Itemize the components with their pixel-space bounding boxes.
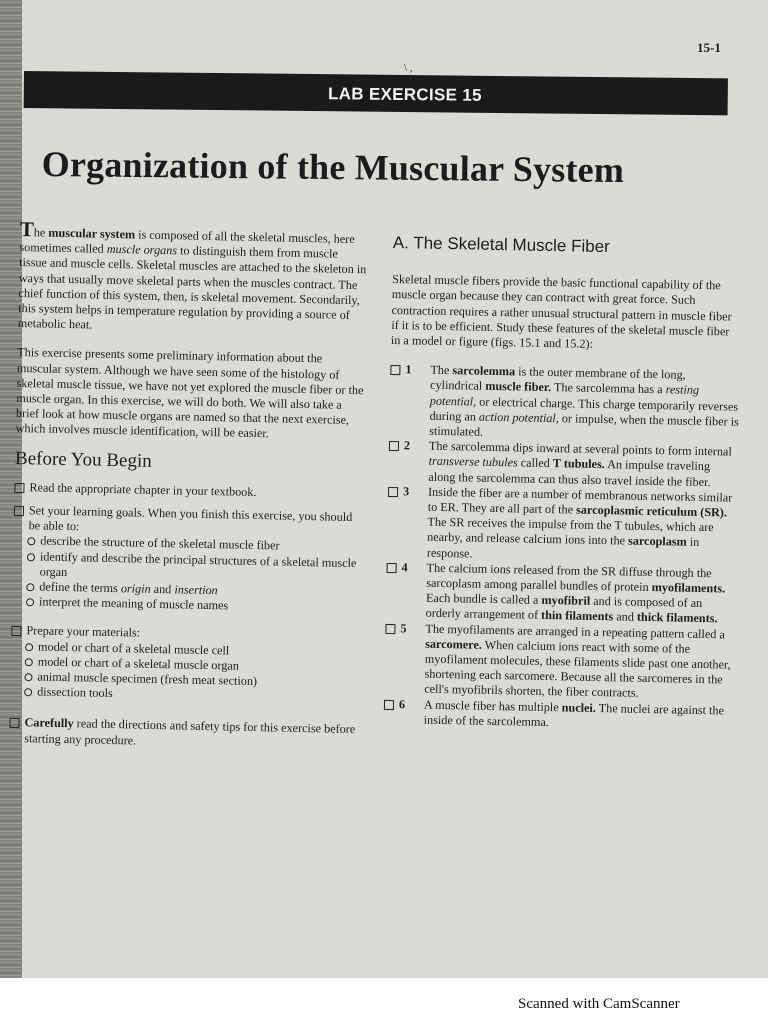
feature-item-5 <box>384 621 735 704</box>
item-text <box>424 697 735 733</box>
item-text-run: The nuclei are against the inside of the sarcolemma. <box>423 700 725 729</box>
banner-label: LAB EXERCISE 15 <box>327 84 482 105</box>
material-item: model or chart of a skeletal muscle organ <box>25 654 359 676</box>
before-you-begin-heading: Before You Begin <box>14 447 152 472</box>
item-marker <box>388 438 429 484</box>
checklist-item[interactable] <box>9 715 358 753</box>
item-text-run: When calcium ions react with some of the myofilament molecules, these filaments slide past one another, shortening each sarcomere. Because all the sarcomeres in the cell's myofibrils shorten, the fiber contracts. <box>424 637 731 701</box>
item-text-run: thin filaments <box>540 608 614 624</box>
intro-text: he <box>33 225 49 240</box>
item-text-run: muscle fiber. <box>485 379 552 395</box>
checkbox-icon[interactable] <box>387 563 397 573</box>
item-text-run: resting potential, <box>429 382 700 409</box>
item-text-run: myofilaments. <box>651 580 726 596</box>
feature-item-2 <box>388 438 739 490</box>
item-marker <box>384 697 425 728</box>
material-item: model or chart of a skeletal muscle cell <box>25 639 359 661</box>
item-text-run: and is composed of an orderly arrangement of <box>425 594 703 623</box>
item-text-run: Each bundle is called a <box>425 590 542 608</box>
intro-text: is composed of all the skeletal muscles, here sometimes called <box>19 227 355 257</box>
intro-em-term: muscle organs <box>106 242 178 258</box>
item-text-run: Inside the fiber are a number of membranous networks similar to ER. They are all part of the <box>427 484 733 517</box>
materials-list <box>24 639 359 707</box>
item-text-run: sarcoplasmic reticulum (SR). <box>575 502 728 520</box>
item-text <box>427 485 738 567</box>
item-number: 3 <box>402 484 410 499</box>
item-text-run: in response. <box>426 535 700 561</box>
checkbox-icon[interactable] <box>388 487 398 497</box>
checkbox-icon[interactable] <box>9 718 19 728</box>
item-marker <box>384 621 425 698</box>
item-text-run: transverse tubules <box>428 454 518 470</box>
item-number: 5 <box>400 620 407 636</box>
goal-text: and <box>150 581 175 597</box>
right-column <box>384 235 743 734</box>
item-text-run: An impulse traveling along the sarcolemma can thus also travel inside the fiber. <box>428 457 711 489</box>
item-text <box>424 621 735 703</box>
material-item: dissection tools <box>24 684 358 706</box>
item-text-run: The calcium ions released from the SR diffuse through the sarcoplasm among parallel bundles of protein <box>426 560 712 595</box>
checkbox-icon[interactable] <box>11 626 21 636</box>
item-number: 6 <box>398 696 406 712</box>
item-text-run: and <box>613 609 638 625</box>
intro-bold-term: muscular system <box>48 225 136 242</box>
checkbox-icon[interactable] <box>390 365 400 375</box>
item-text <box>428 439 739 491</box>
checklist-text: Read the appropriate chapter in your textbook. <box>29 480 257 499</box>
item-text-run: The myofilaments are arranged in a repeating pattern called a <box>425 621 726 642</box>
goal-item: describe the structure of the skeletal muscle fiber <box>27 534 361 556</box>
checklist-text: Set your learning goals. When you finish this exercise, you should be able to: <box>28 503 353 534</box>
item-number: 1 <box>405 362 412 377</box>
intro-paragraph <box>17 217 368 339</box>
page-title: Organization of the Muscular System <box>41 143 625 191</box>
overview-paragraph: This exercise presents some preliminary information about the muscular system. Although we have seen some of the histology of skeletal muscle tissue, we have not yet explored the muscle fiber or the muscle organ. In this exercise, we will do both. We will also take a brief look at how muscle organs are named so that the next exercise, which involves muscle identification, will be easier. <box>15 345 364 441</box>
item-text-run: or impulse, when the muscle fiber is stimulated. <box>429 411 740 439</box>
scanner-watermark: Scanned with CamScanner <box>518 996 680 1012</box>
item-text-run: action potential, <box>478 409 559 426</box>
lab-exercise-banner <box>24 71 728 115</box>
checklist-item[interactable] <box>14 480 362 502</box>
item-number: 4 <box>401 560 408 575</box>
goal-item: identify and describe the principal structures of a skeletal muscle organ <box>27 549 362 586</box>
checkbox-icon[interactable] <box>385 624 395 634</box>
item-text <box>426 561 737 628</box>
material-item: animal muscle specimen (fresh meat section) <box>24 669 358 691</box>
item-marker <box>387 484 428 561</box>
checkbox-icon[interactable] <box>14 483 24 493</box>
item-text-run: The <box>430 362 453 378</box>
feature-item-4 <box>386 560 737 628</box>
item-text <box>429 363 740 445</box>
item-text-run: sarcomere. <box>425 636 483 652</box>
item-text-run: The sarcolemma dips inward at several points to form internal <box>428 438 732 459</box>
feature-item-1 <box>389 362 740 445</box>
checklist-text: Prepare your materials: <box>26 623 141 641</box>
drop-cap: T <box>19 217 35 242</box>
item-marker <box>389 362 430 439</box>
item-text-run: A muscle fiber has multiple <box>423 697 562 715</box>
item-number: 2 <box>403 438 411 453</box>
section-intro: Skeletal muscle fibers provide the basic functional capability of the muscle organ because they can contract with great force. Such contraction requires a rather unusual structural pattern in muscle fiber if it is to be efficient. Study these features of the skeletal muscle fiber in a model or figure (figs. 15.1 and 15.2): <box>390 272 732 351</box>
item-text-run: sarcolemma <box>452 363 516 379</box>
item-text-run: is the outer membrane of the long, cylindrical <box>429 364 686 394</box>
feature-item-6 <box>384 697 735 734</box>
item-text-run: The SR receives the impulse from the T tubules, which are nearby, and release calcium ions into the <box>427 514 714 549</box>
checklist-text: read the directions and safety tips for this exercise before starting any procedure. <box>24 716 356 748</box>
checkbox-icon[interactable] <box>14 506 24 516</box>
item-text-run: T tubules. <box>552 456 605 472</box>
learning-goals-list <box>26 534 362 617</box>
checklist-text <box>24 716 358 753</box>
scan-speck: \ , <box>404 62 413 74</box>
checklist-bold: Carefully <box>24 715 74 731</box>
goal-item: interpret the meaning of muscle names <box>26 594 360 616</box>
item-text-run: nuclei. <box>561 700 597 715</box>
item-text-run: called <box>517 455 554 471</box>
checkbox-icon[interactable] <box>389 441 399 451</box>
goal-text: define the terms <box>39 579 122 596</box>
item-text-run: sarcoplasm <box>627 534 687 550</box>
section-heading: A. The Skeletal Muscle Fiber <box>392 233 610 257</box>
item-marker <box>386 560 427 622</box>
item-text-run: thick filaments. <box>636 610 718 626</box>
intro-text: to distinguish them from muscle tissue and muscle cells. Skeletal muscles are attached to the skeleton in ways that usually move skeletal parts when the muscles contract. The chief function of this system, then, is skeletal movement. Secondarily, this system helps in temperature regulation by providing a source of metabolic heat. <box>17 243 367 332</box>
item-text-run: or electrical charge. This charge temporarily reverses during an <box>429 394 739 424</box>
item-text-run: The sarcolemma has a <box>551 380 666 397</box>
checkbox-icon[interactable] <box>384 700 394 710</box>
page-number: 15-1 <box>697 40 721 55</box>
goal-em: insertion <box>174 582 218 598</box>
feature-item-3 <box>387 484 738 567</box>
item-text-run: myofibril <box>541 593 591 609</box>
goal-em: origin <box>120 581 151 596</box>
left-column <box>9 217 368 761</box>
